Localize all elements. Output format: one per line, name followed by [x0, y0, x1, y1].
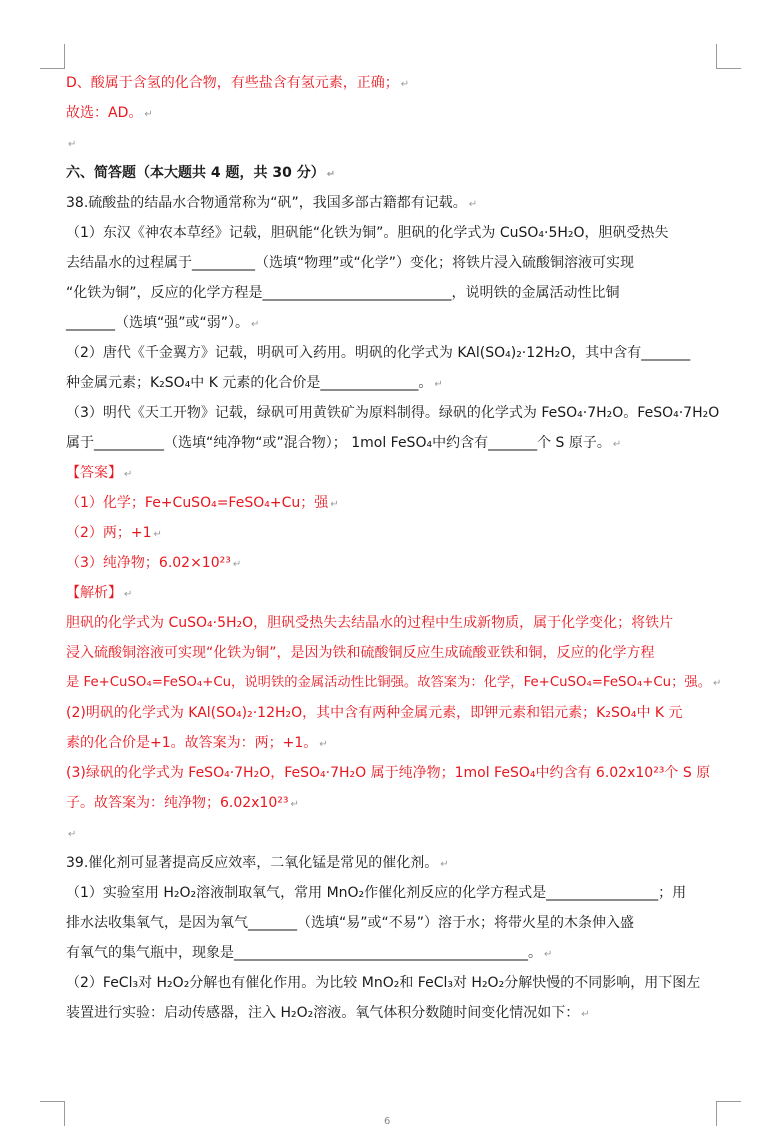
line-text: 是 Fe+CuSO₄=FeSO₄+Cu，说明铁的金属活动性比铜强。故答案为：化学，Fe+CuSO₄=FeSO₄+Cu；强。 [66, 675, 711, 690]
line-text: （3）明代《天工开物》记载，绿矾可用黄铁矿为原料制得。绿矾的化学式为 FeSO₄·7H₂O。FeSO₄·7H₂O [66, 405, 720, 421]
text-line [66, 908, 722, 938]
paragraph-mark-icon: ↵ [290, 799, 299, 810]
line-text: （2）唐代《千金翼方》记载，明矾可入药用。明矾的化学式为 KAl(SO₄)₂·12H₂O，其中含有_______ [66, 345, 691, 361]
text-line [66, 548, 722, 578]
paragraph-mark-icon: ↵ [153, 529, 162, 540]
paragraph-mark-icon: ↵ [68, 139, 77, 150]
line-text: 【答案】 [66, 465, 122, 481]
paragraph-mark-icon: ↵ [319, 739, 328, 750]
paragraph-mark-icon: ↵ [326, 169, 336, 180]
page-number: 6 [384, 1116, 391, 1127]
text-line [66, 458, 722, 488]
text-line [66, 698, 722, 728]
line-text: 胆矾的化学式为 CuSO₄·5H₂O，胆矾受热失去结晶水的过程中生成新物质，属于化学变化；将铁片 [66, 615, 674, 631]
line-text: 38.硫酸盐的结晶水合物通常称为“矾”，我国多部古籍都有记载。 [66, 195, 467, 211]
line-text: _______（选填“强”或“弱”）。 [66, 315, 250, 331]
text-line [66, 308, 722, 338]
text-line [66, 368, 722, 398]
text-line [66, 518, 722, 548]
text-line [66, 398, 722, 428]
line-text: D、酸属于含氢的化合物，有些盐含有氢元素，正确； [66, 75, 399, 91]
line-text: 排水法收集氧气，是因为氧气_______（选填“易”或“不易”）溶于水；将带火星的木条伸入盛 [66, 915, 635, 931]
line-text: （1）化学；Fe+CuSO₄=FeSO₄+Cu；强 [66, 495, 329, 511]
text-line [66, 278, 722, 308]
text-line [66, 788, 722, 818]
text-line [66, 728, 722, 758]
line-text: （1）实验室用 H₂O₂溶液制取氧气，常用 MnO₂作催化剂反应的化学方程式是________________；用 [66, 885, 687, 901]
text-line [66, 218, 722, 248]
text-line [66, 488, 722, 518]
line-text: 39.催化剂可显著提高反应效率，二氧化锰是常见的催化剂。 [66, 855, 439, 871]
text-line [66, 578, 722, 608]
paragraph-mark-icon: ↵ [251, 319, 260, 330]
paragraph-mark-icon: ↵ [612, 439, 622, 450]
line-text: 六、简答题（本大题共 4 题，共 30 分） [66, 165, 325, 181]
text-line [66, 608, 722, 638]
text-line [66, 428, 722, 458]
text-line [66, 248, 722, 278]
line-text: (3)绿矾的化学式为 FeSO₄·7H₂O，FeSO₄·7H₂O 属于纯净物；1mol FeSO₄中约含有 6.02x10²³个 S 原 [66, 765, 711, 781]
paragraph-mark-icon: ↵ [544, 949, 553, 960]
text-line [66, 188, 722, 218]
text-line [66, 758, 722, 788]
line-text: （2）FeCl₃对 H₂O₂分解也有催化作用。为比较 MnO₂和 FeCl₃对 H₂O₂分解快慢的不同影响，用下图左 [66, 975, 701, 991]
line-text: 素的化合价是+1。故答案为：两；+1。 [66, 735, 318, 751]
line-text: 浸入硫酸铜溶液可实现“化铁为铜”，是因为铁和硫酸铜反应生成硫酸亚铁和铜，反应的化学方程 [66, 645, 655, 661]
text-line [66, 158, 722, 188]
line-text: 有氧气的集气瓶中，现象是__________________________________________。 [66, 945, 542, 961]
crop-mark-bottom-right [716, 1101, 741, 1126]
paragraph-mark-icon: ↵ [581, 1009, 590, 1020]
line-text: (2)明矾的化学式为 KAl(SO₄)₂·12H₂O，其中含有两种金属元素，即钾元素和铝元素；K₂SO₄中 K 元 [66, 705, 683, 721]
crop-mark-bottom-left [40, 1101, 65, 1126]
paragraph-mark-icon: ↵ [124, 469, 133, 480]
text-line [66, 98, 722, 128]
line-text: 【解析】 [66, 585, 122, 601]
text-line [66, 878, 722, 908]
text-line [66, 338, 722, 368]
line-text: “化铁为铜”，反应的化学方程是___________________________，说明铁的金属活动性比铜 [66, 285, 620, 301]
line-text: （1）东汉《神农本草经》记载，胆矾能“化铁为铜”。胆矾的化学式为 CuSO₄·5H₂O，胆矾受热失 [66, 225, 669, 241]
text-line [66, 668, 722, 698]
line-text: 种金属元素；K₂SO₄中 K 元素的化合价是______________。 [66, 375, 433, 391]
paragraph-mark-icon: ↵ [434, 379, 443, 390]
crop-mark-top-left [40, 44, 65, 69]
line-text: 子。故答案为：纯净物；6.02x10²³ [66, 795, 289, 811]
line-text: 故选：AD。 [66, 105, 143, 121]
paragraph-mark-icon: ↵ [124, 589, 133, 600]
line-text: 属于__________（选填“纯净物“或”混合物）； 1mol FeSO₄中约含有_______个 S 原子。 [66, 435, 611, 451]
paragraph-mark-icon: ↵ [330, 499, 339, 510]
line-text: 去结晶水的过程属于_________（选填“物理”或“化学”）变化；将铁片浸入硫酸铜溶液可实现 [66, 255, 635, 271]
text-line [66, 818, 722, 848]
line-text: （2）两；+1 [66, 525, 152, 541]
line-text: （3）纯净物；6.02×10²³ [66, 555, 231, 571]
document-body [66, 68, 722, 1028]
text-line [66, 848, 722, 878]
text-line [66, 998, 722, 1028]
text-line [66, 128, 722, 158]
text-line [66, 938, 722, 968]
text-line [66, 968, 722, 998]
paragraph-mark-icon: ↵ [400, 79, 410, 90]
crop-mark-top-right [716, 44, 741, 69]
line-text: 装置进行实验：启动传感器，注入 H₂O₂溶液。氧气体积分数随时间变化情况如下： [66, 1005, 580, 1021]
paragraph-mark-icon: ↵ [68, 829, 77, 840]
paragraph-mark-icon: ↵ [144, 109, 153, 120]
text-line [66, 68, 722, 98]
paragraph-mark-icon: ↵ [468, 199, 478, 210]
paragraph-mark-icon: ↵ [440, 859, 449, 870]
paragraph-mark-icon: ↵ [713, 678, 722, 689]
text-line [66, 638, 722, 668]
paragraph-mark-icon: ↵ [232, 559, 242, 570]
